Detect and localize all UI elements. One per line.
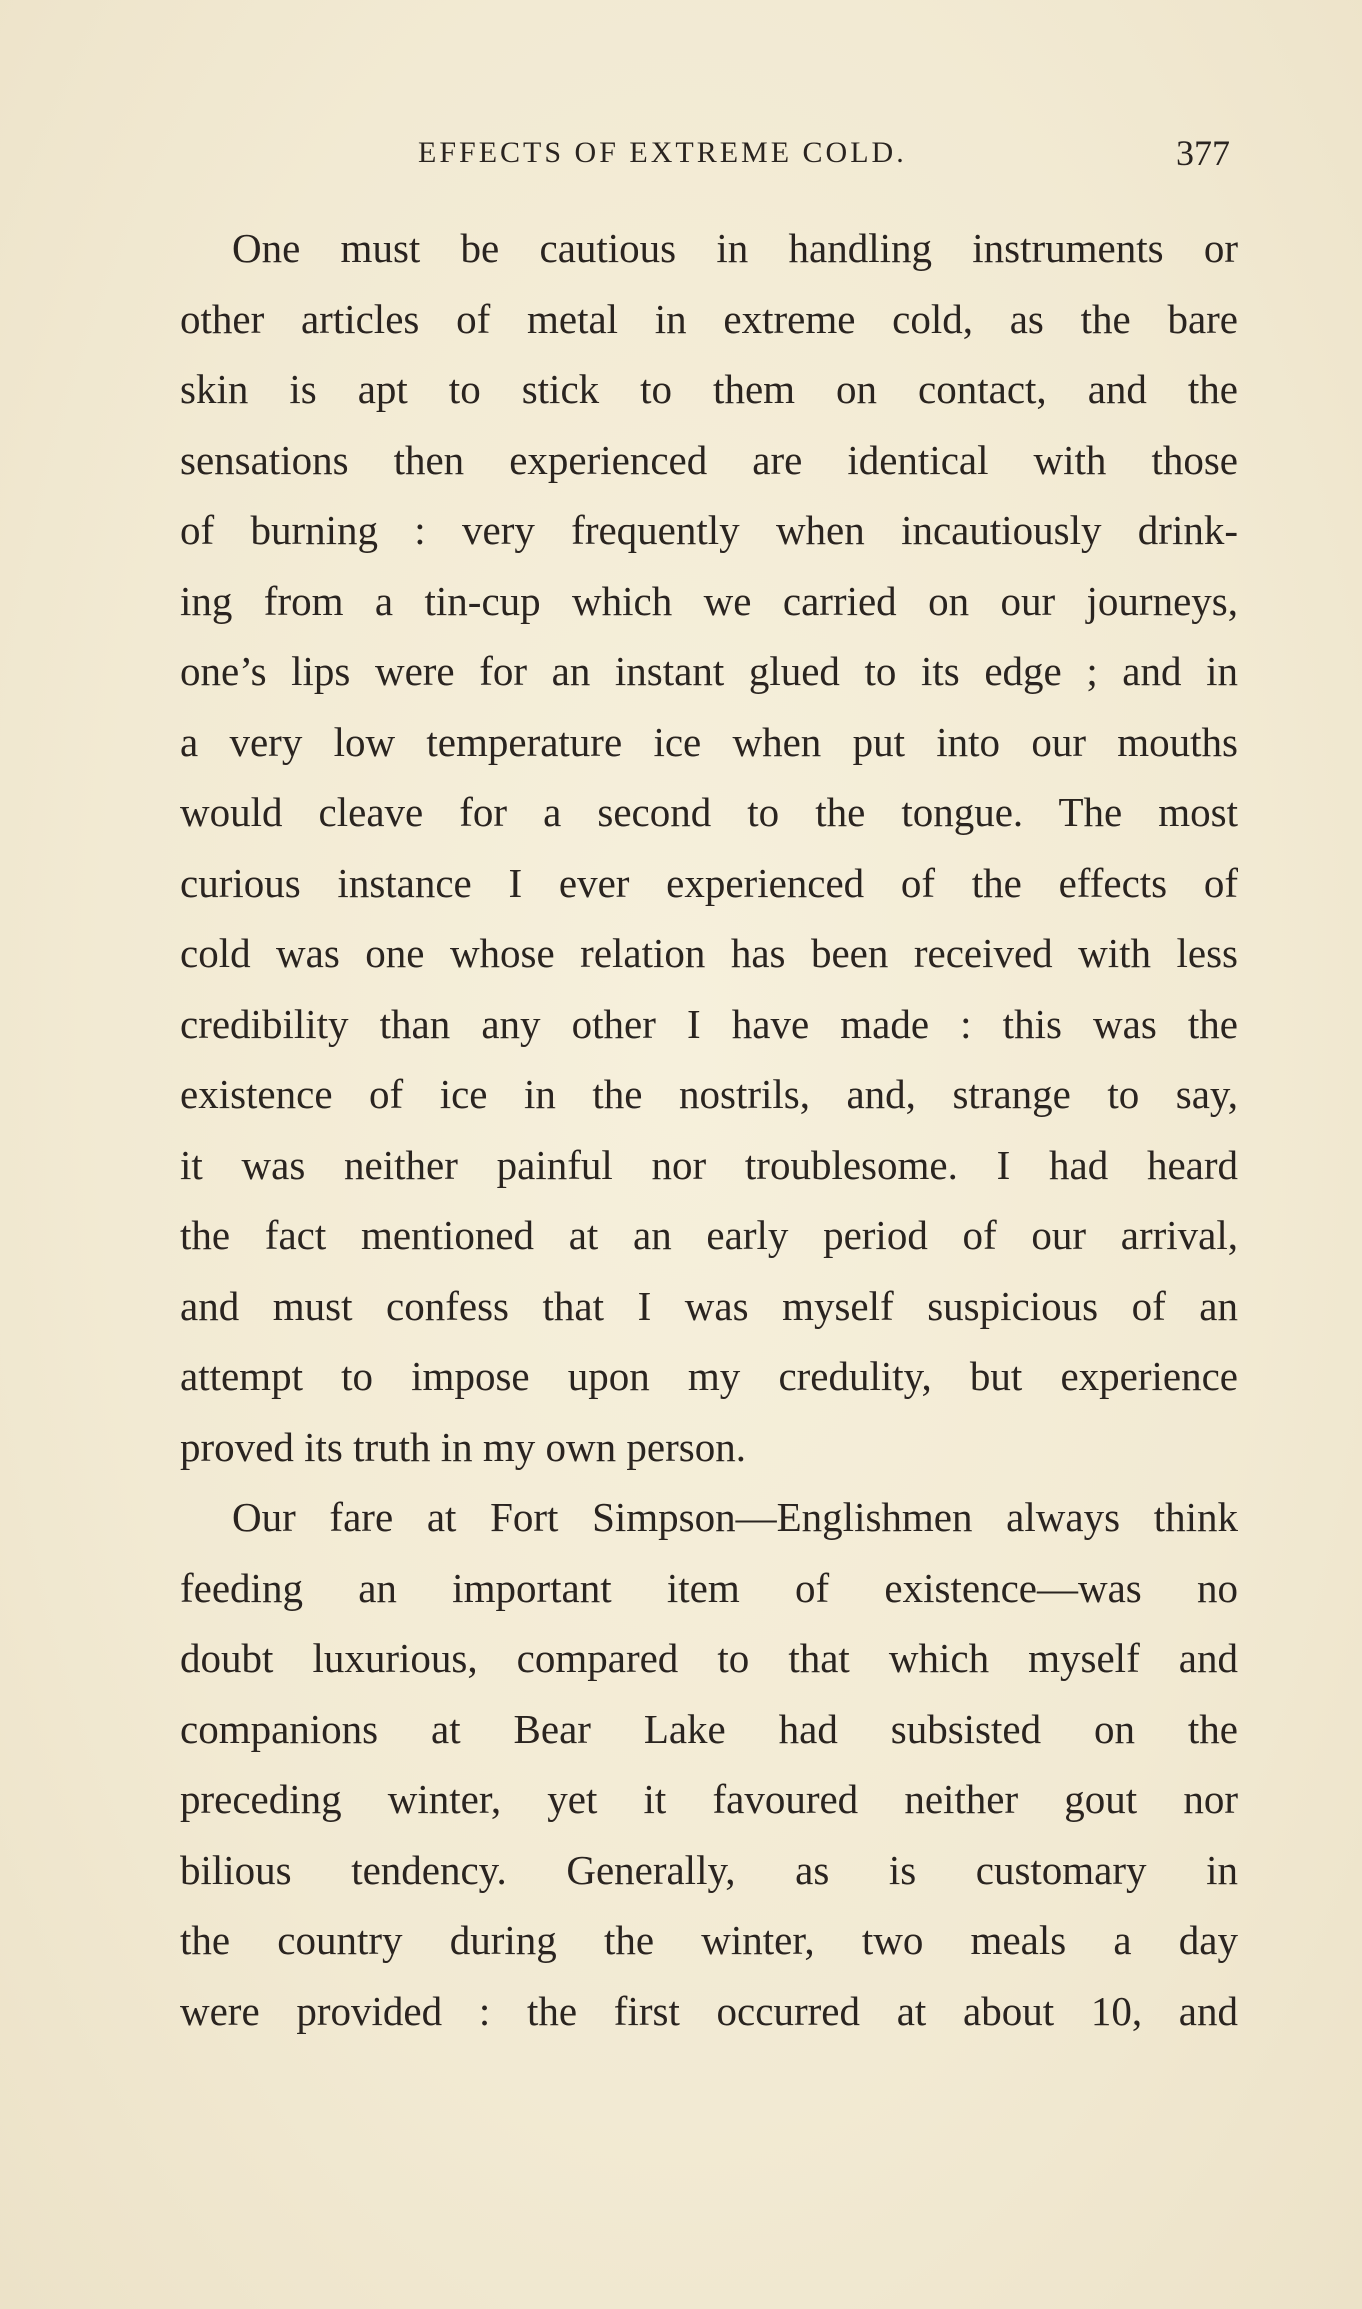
text-line: one’s lips were for an instant glued to its edge ; and in (180, 648, 1238, 694)
text-line: and must confess that I was myself suspicious of an (180, 1282, 1238, 1329)
text-line: Our fare at Fort Simpson—Englishmen always think (232, 1494, 1238, 1540)
text-line: attempt to impose upon my credulity, but experience (180, 1353, 1238, 1399)
paragraph-2 (180, 1482, 1238, 2046)
body-text (180, 213, 1238, 2046)
text-line: other articles of metal in extreme cold, as the bare (180, 295, 1238, 342)
paragraph-1 (180, 213, 1238, 1482)
text-line: preceding winter, yet it favoured neither gout nor (180, 1776, 1238, 1822)
text-line: of burning : very frequently when incautiously drink- (180, 507, 1238, 553)
text-line: the country during the winter, two meals a day (180, 1917, 1238, 1963)
text-line: curious instance I ever experienced of the effects of (180, 859, 1238, 906)
text-line: cold was one whose relation has been received with less (180, 930, 1238, 976)
text-line: sensations then experienced are identical with those (180, 436, 1238, 483)
text-line: doubt luxurious, compared to that which myself and (180, 1635, 1238, 1681)
running-head (0, 128, 1362, 178)
text-line: credibility than any other I have made : this was the (180, 1000, 1238, 1047)
text-line: were provided : the first occurred at about 10, and (180, 1987, 1238, 2034)
text-line: feeding an important item of existence—was no (180, 1564, 1238, 1611)
text-line: a very low temperature ice when put into our mouths (180, 718, 1238, 765)
text-line: it was neither painful nor troublesome. I had heard (180, 1141, 1238, 1188)
text-line: existence of ice in the nostrils, and, strange to say, (180, 1071, 1238, 1117)
page-number: 377 (1176, 133, 1230, 173)
text-line: ing from a tin-cup which we carried on our journeys, (180, 577, 1238, 624)
text-line: would cleave for a second to the tongue. The most (180, 789, 1238, 835)
text-line: the fact mentioned at an early period of our arrival, (180, 1212, 1238, 1258)
text-line: One must be cautious in handling instruments or (232, 225, 1238, 271)
running-title: EFFECTS OF EXTREME COLD. (418, 136, 907, 169)
text-line: proved its truth in my own person. (180, 1423, 746, 1470)
text-line: companions at Bear Lake had subsisted on the (180, 1705, 1238, 1752)
text-line: bilious tendency. Generally, as is customary in (180, 1846, 1238, 1893)
text-line: skin is apt to stick to them on contact, and the (180, 366, 1238, 412)
